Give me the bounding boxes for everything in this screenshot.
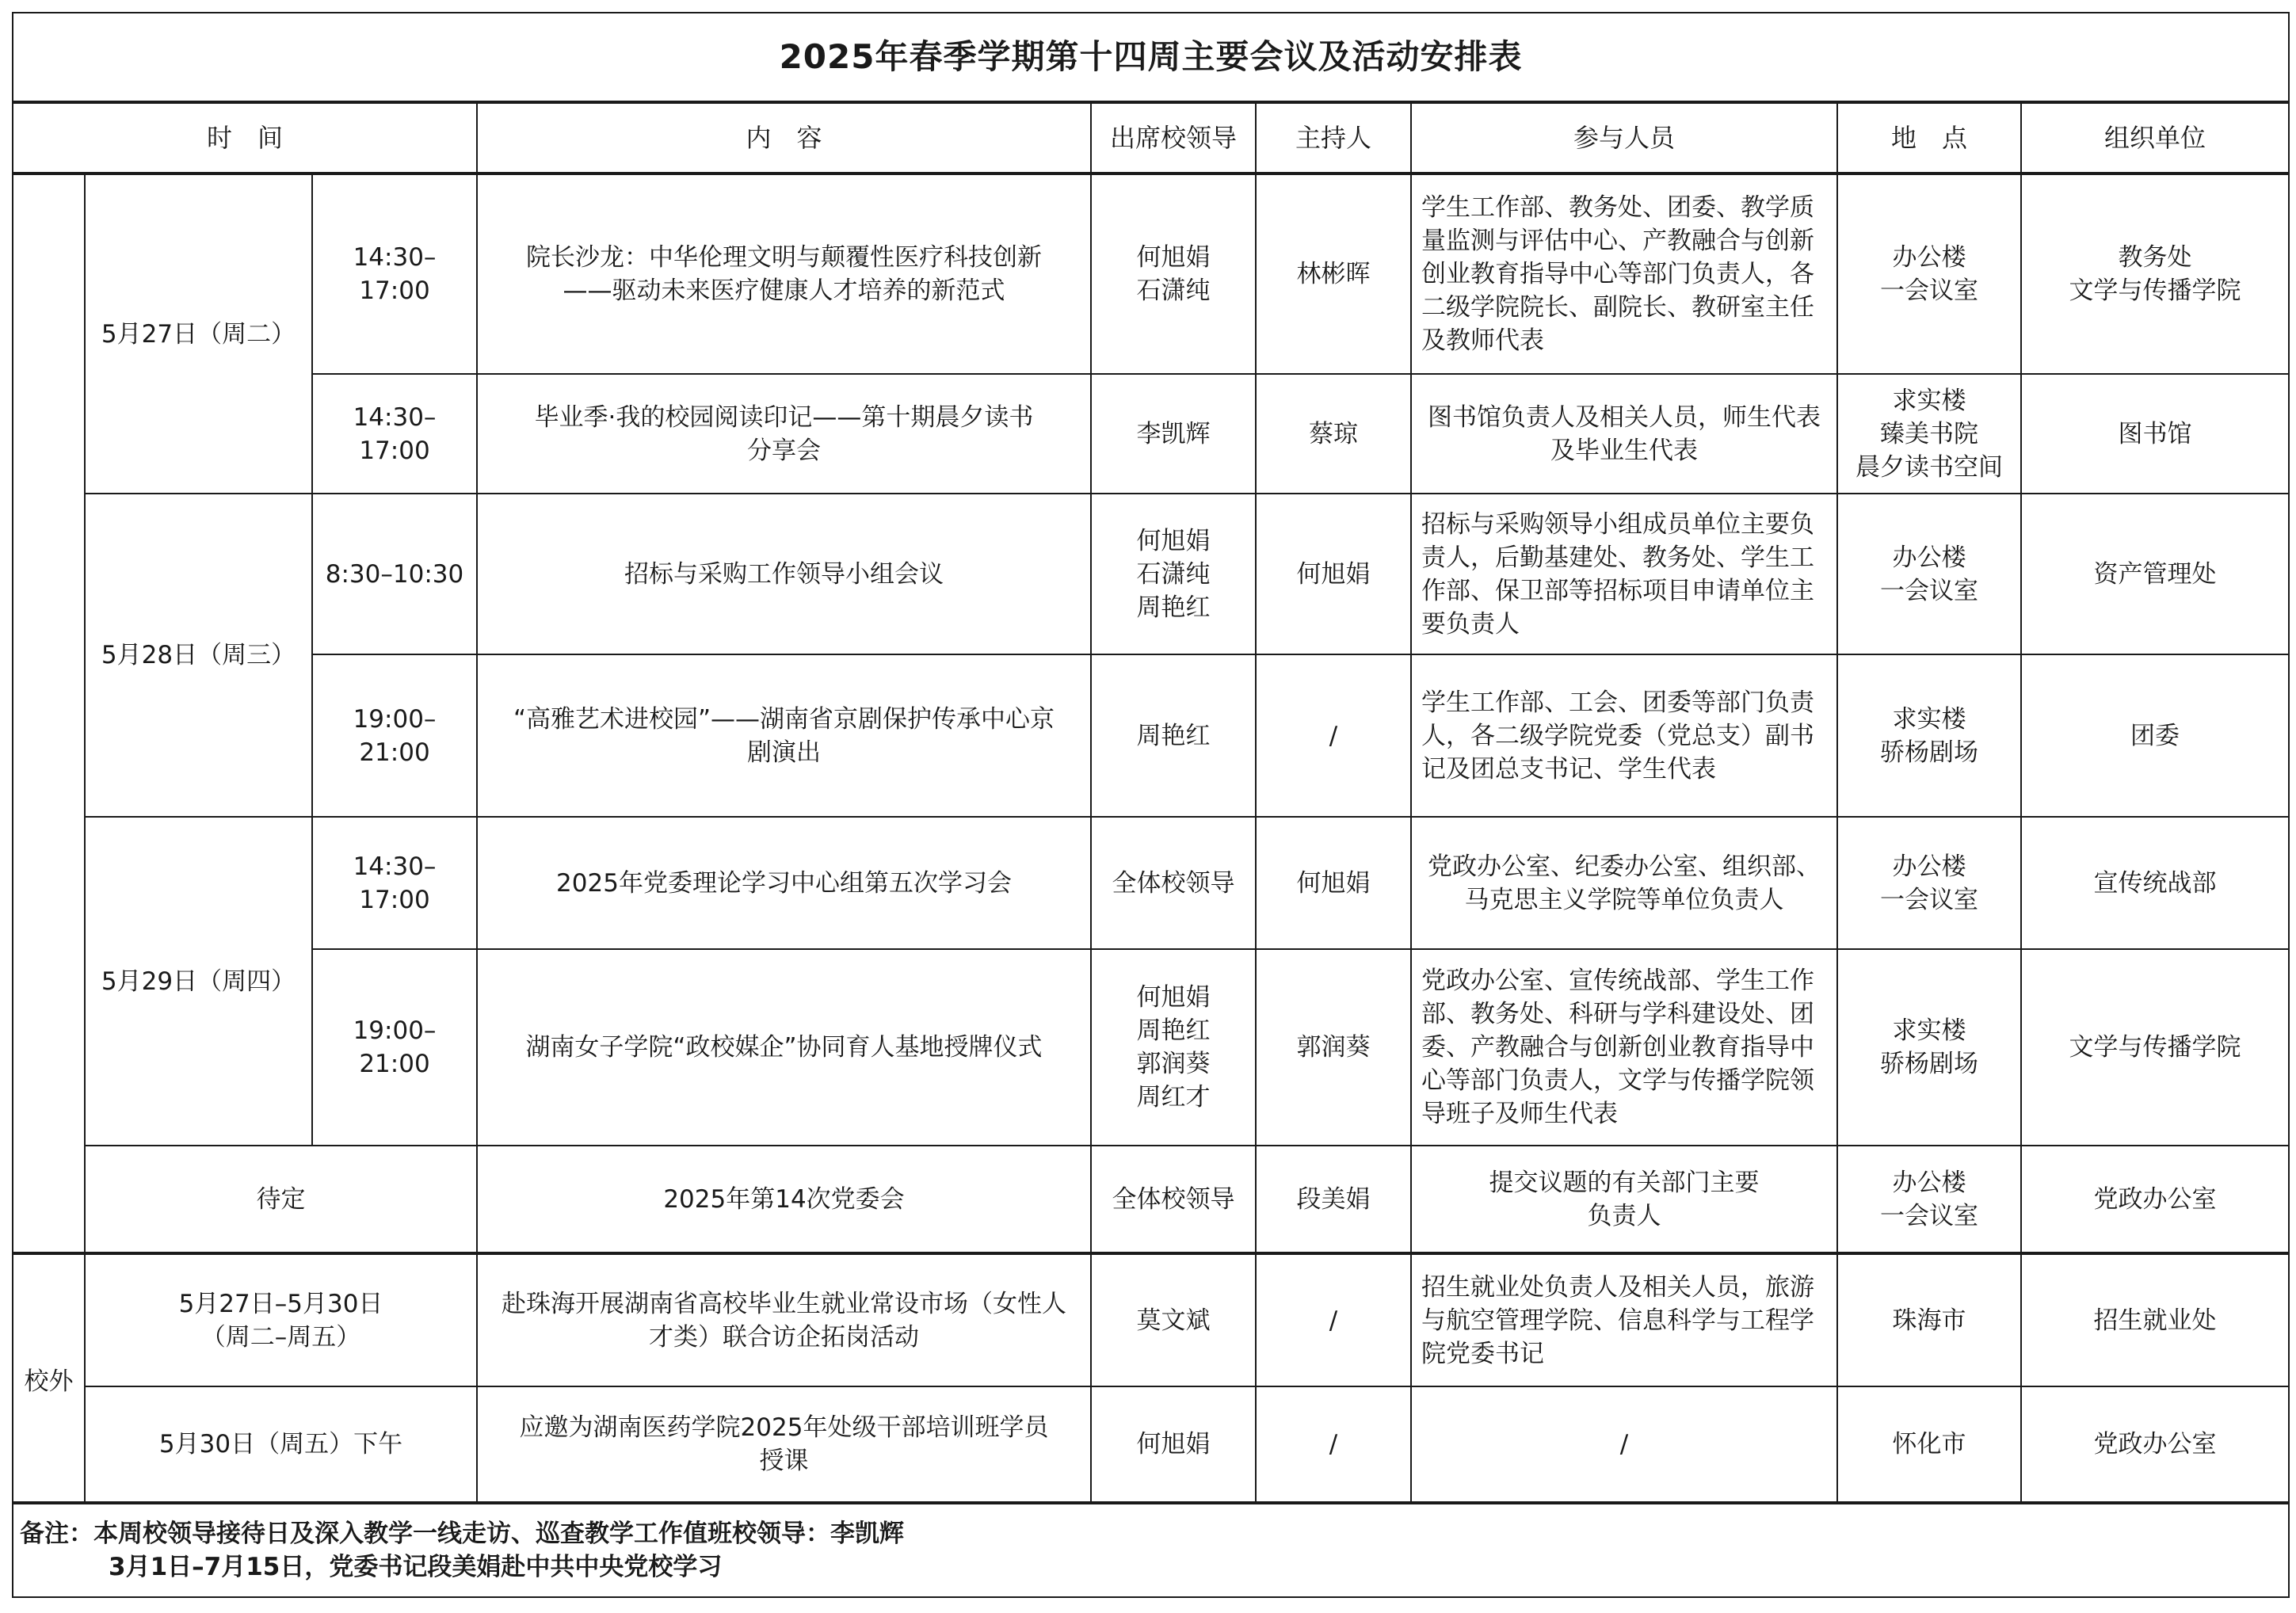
participants-cell: [1411, 494, 1837, 654]
participants-cell: [1411, 374, 1837, 494]
cell-line: 教务处: [2118, 243, 2192, 272]
leaders-cell: [1091, 817, 1256, 949]
content-cell: [477, 1146, 1091, 1253]
cell-line: 石潇纯: [1136, 276, 1211, 305]
header-content: 内 容: [477, 102, 1091, 174]
header-row: [13, 102, 2289, 174]
cell-line: 团委: [2130, 721, 2180, 750]
cell-line: 李凯辉: [1136, 419, 1211, 448]
organizer-cell: [2021, 654, 2289, 817]
cell-line: 湖南女子学院“政校媒企”协同育人基地授牌仪式: [525, 1033, 1043, 1062]
time-cell: 19:00–21:00: [312, 949, 477, 1146]
table-row: [13, 374, 2289, 494]
content-cell: [477, 1386, 1091, 1503]
cell-line: 求实楼: [1892, 1016, 1966, 1045]
cell-line: 周红才: [1136, 1083, 1211, 1112]
cell-line: 作部、保卫部等招标项目申请单位主: [1421, 576, 1814, 605]
participants-cell: [1411, 174, 1837, 374]
header-organizer: 组织单位: [2021, 102, 2289, 174]
header-participants: 参与人员: [1411, 102, 1837, 174]
cell-line: 一会议室: [1880, 576, 1978, 605]
host-cell: 何旭娟: [1256, 494, 1411, 654]
cell-line: 毕业季·我的校园阅读印记——第十期晨夕读书: [534, 402, 1034, 432]
participants-cell: [1411, 1253, 1837, 1386]
time-cell: 14:30–17:00: [312, 817, 477, 949]
table-row: [13, 1386, 2289, 1503]
cell-line: 及教师代表: [1421, 326, 1544, 355]
leaders-cell: [1091, 949, 1256, 1146]
location-cell: [1837, 817, 2021, 949]
cell-line: 何旭娟: [1136, 1430, 1211, 1459]
cell-line: 石潇纯: [1136, 559, 1211, 589]
participants-cell: [1411, 1386, 1837, 1503]
host-cell: 郭润葵: [1256, 949, 1411, 1146]
leaders-cell: [1091, 1386, 1256, 1503]
table-title: 2025年春季学期第十四周主要会议及活动安排表: [13, 13, 2289, 102]
cell-line: 求实楼: [1892, 704, 1966, 734]
cell-line: 怀化市: [1892, 1430, 1966, 1459]
date-cell: 5月27日（周二）: [85, 174, 312, 494]
location-cell: [1837, 494, 2021, 654]
table-row: [13, 494, 2289, 654]
cell-line: 院长沙龙：中华伦理文明与颠覆性医疗科技创新: [526, 243, 1042, 272]
organizer-cell: [2021, 1253, 2289, 1386]
table-row: [13, 174, 2289, 374]
host-cell: /: [1256, 1386, 1411, 1503]
on-campus-cell: [13, 174, 85, 1253]
participants-cell: [1411, 654, 1837, 817]
date-cell: [85, 1253, 477, 1386]
host-cell: 何旭娟: [1256, 817, 1411, 949]
cell-line: 党政办公室: [2093, 1184, 2217, 1214]
content-cell: [477, 374, 1091, 494]
location-cell: [1837, 654, 2021, 817]
date-cell: 待定: [85, 1146, 477, 1253]
cell-line: 赴珠海开展湖南省高校毕业生就业常设市场（女性人: [502, 1289, 1066, 1318]
cell-line: 办公楼: [1892, 543, 1966, 572]
cell-line: 5月27日–5月30日: [178, 1289, 383, 1318]
leaders-cell: [1091, 654, 1256, 817]
cell-line: 心等部门负责人，文学与传播学院领: [1421, 1066, 1814, 1095]
content-cell: [477, 174, 1091, 374]
cell-line: /: [1619, 1430, 1629, 1459]
cell-line: 才类）联合访企拓岗活动: [649, 1322, 919, 1352]
cell-line: 党政办公室、宣传统战部、学生工作: [1421, 967, 1814, 995]
location-cell: [1837, 374, 2021, 494]
cell-line: 党政办公室: [2093, 1430, 2217, 1459]
leaders-cell: [1091, 374, 1256, 494]
organizer-cell: [2021, 174, 2289, 374]
table-row: [13, 1253, 2289, 1386]
cell-line: 导班子及师生代表: [1421, 1100, 1618, 1128]
cell-line: 一会议室: [1880, 276, 1978, 305]
cell-line: 人，各二级学院党委（党总支）副书: [1421, 721, 1814, 750]
time-cell: 19:00–21:00: [312, 654, 477, 817]
cell-line: ——驱动未来医疗健康人才培养的新范式: [563, 276, 1005, 305]
cell-line: 马克思主义学院等单位负责人: [1464, 885, 1784, 914]
cell-line: 招生就业处负责人及相关人员，旅游: [1421, 1272, 1814, 1302]
organizer-cell: [2021, 1146, 2289, 1253]
cell-line: 与航空管理学院、信息科学与工程学: [1421, 1306, 1814, 1335]
table-row: [13, 654, 2289, 817]
cell-line: 分享会: [747, 436, 821, 465]
date-cell: 5月29日（周四）: [85, 817, 312, 1146]
cell-line: 要负责人: [1421, 609, 1520, 639]
content-cell: [477, 949, 1091, 1146]
cell-line: 骄杨剧场: [1880, 1050, 1978, 1078]
cell-line: 办公楼: [1892, 1168, 1966, 1197]
cell-line: 创业教育指导中心等部门负责人，各: [1421, 260, 1814, 288]
notes-cell: [13, 1503, 2289, 1597]
cell-line: 一会议室: [1880, 1201, 1978, 1230]
header-location: 地 点: [1837, 102, 2021, 174]
cell-line: 晨夕读书空间: [1855, 452, 2003, 482]
cell-line: 量监测与评估中心、产教融合与创新: [1421, 227, 1814, 255]
cell-line: 何旭娟: [1136, 983, 1211, 1012]
date-cell: 5月28日（周三）: [85, 494, 312, 817]
cell-line: 图书馆: [2118, 419, 2192, 448]
host-cell: 林彬晖: [1256, 174, 1411, 374]
header-time: 时 间: [13, 102, 477, 174]
cell-line: 莫文斌: [1136, 1306, 1211, 1335]
location-cell: [1837, 1146, 2021, 1253]
host-cell: /: [1256, 654, 1411, 817]
cell-line: 臻美书院: [1880, 419, 1978, 448]
cell-line: 负责人: [1587, 1201, 1661, 1230]
cell-line: 周艳红: [1136, 593, 1211, 622]
cell-line: 学生工作部、教务处、团委、教学质: [1421, 193, 1814, 222]
organizer-cell: [2021, 949, 2289, 1146]
participants-cell: [1411, 817, 1837, 949]
header-host: 主持人: [1256, 102, 1411, 174]
cell-line: （周二–周五）: [200, 1322, 361, 1352]
cell-line: 文学与传播学院: [2069, 276, 2241, 305]
leaders-cell: [1091, 1146, 1256, 1253]
cell-line: 骄杨剧场: [1880, 738, 1978, 767]
cell-line: 文学与传播学院: [2069, 1033, 2241, 1062]
location-cell: [1837, 174, 2021, 374]
cell-line: 一会议室: [1880, 885, 1978, 914]
off-campus-label: 校外: [13, 1253, 85, 1503]
cell-line: 学生工作部、工会、团委等部门负责: [1421, 688, 1814, 717]
cell-line: 全体校领导: [1112, 868, 1235, 898]
cell-line: 全体校领导: [1112, 1184, 1235, 1214]
time-cell: 14:30–17:00: [312, 374, 477, 494]
cell-line: 周艳红: [1136, 721, 1211, 750]
cell-line: 2025年党委理论学习中心组第五次学习会: [556, 868, 1012, 898]
cell-line: 二级学院院长、副院长、教研室主任: [1421, 293, 1814, 322]
cell-line: 求实楼: [1892, 386, 1966, 415]
host-cell: /: [1256, 1253, 1411, 1386]
cell-line: 招生就业处: [2093, 1306, 2217, 1335]
cell-line: “高雅艺术进校园”——湖南省京剧保护传承中心京: [513, 704, 1055, 734]
leaders-cell: [1091, 494, 1256, 654]
cell-line: 委、产教融合与创新创业教育指导中: [1421, 1033, 1814, 1062]
cell-line: 应邀为湖南医药学院2025年处级干部培训班学员: [519, 1413, 1049, 1442]
cell-line: 图书馆负责人及相关人员，师生代表: [1428, 402, 1821, 432]
location-cell: [1837, 949, 2021, 1146]
cell-line: 办公楼: [1892, 852, 1966, 881]
time-cell: 8:30–10:30: [312, 494, 477, 654]
organizer-cell: [2021, 374, 2289, 494]
note-line: 备注：本周校领导接待日及深入教学一线走访、巡查教学工作值班校领导：李凯辉: [20, 1520, 904, 1548]
organizer-cell: [2021, 817, 2289, 949]
organizer-cell: [2021, 494, 2289, 654]
table-row: [13, 817, 2289, 949]
host-cell: 段美娟: [1256, 1146, 1411, 1253]
table-row: [13, 1146, 2289, 1253]
cell-line: 剧演出: [747, 738, 821, 767]
schedule-table: [12, 12, 2290, 1598]
content-cell: [477, 654, 1091, 817]
header-leaders: 出席校领导: [1091, 102, 1256, 174]
content-cell: [477, 494, 1091, 654]
cell-line: 郭润葵: [1136, 1050, 1211, 1078]
cell-line: 提交议题的有关部门主要: [1489, 1168, 1760, 1197]
cell-line: 招标与采购工作领导小组会议: [624, 559, 944, 589]
location-cell: [1837, 1253, 2021, 1386]
participants-cell: [1411, 949, 1837, 1146]
date-cell: 5月30日（周五）下午: [85, 1386, 477, 1503]
cell-line: 院党委书记: [1421, 1339, 1544, 1368]
cell-line: 授课: [759, 1447, 809, 1475]
note-line: 3月1日–7月15日，党委书记段美娟赴中共中央党校学习: [109, 1553, 723, 1581]
content-cell: [477, 817, 1091, 949]
cell-line: 何旭娟: [1136, 243, 1211, 272]
cell-line: 2025年第14次党委会: [663, 1184, 905, 1214]
cell-line: 招标与采购领导小组成员单位主要负: [1421, 509, 1814, 539]
organizer-cell: [2021, 1386, 2289, 1503]
cell-line: 部、教务处、科研与学科建设处、团: [1421, 1000, 1814, 1028]
leaders-cell: [1091, 1253, 1256, 1386]
location-cell: [1837, 1386, 2021, 1503]
content-cell: [477, 1253, 1091, 1386]
cell-line: 珠海市: [1892, 1306, 1966, 1335]
participants-cell: [1411, 1146, 1837, 1253]
table-row: [13, 949, 2289, 1146]
cell-line: 何旭娟: [1136, 526, 1211, 555]
cell-line: 及毕业生代表: [1550, 436, 1698, 465]
cell-line: 责人，后勤基建处、教务处、学生工: [1421, 543, 1814, 572]
cell-line: 宣传统战部: [2093, 868, 2217, 898]
leaders-cell: [1091, 174, 1256, 374]
host-cell: 蔡琼: [1256, 374, 1411, 494]
cell-line: 记及团总支书记、学生代表: [1421, 754, 1716, 784]
cell-line: 办公楼: [1892, 243, 1966, 272]
cell-line: 资产管理处: [2093, 559, 2217, 589]
cell-line: 党政办公室、纪委办公室、组织部、: [1428, 852, 1821, 881]
time-cell: 14:30–17:00: [312, 174, 477, 374]
cell-line: 周艳红: [1136, 1016, 1211, 1045]
